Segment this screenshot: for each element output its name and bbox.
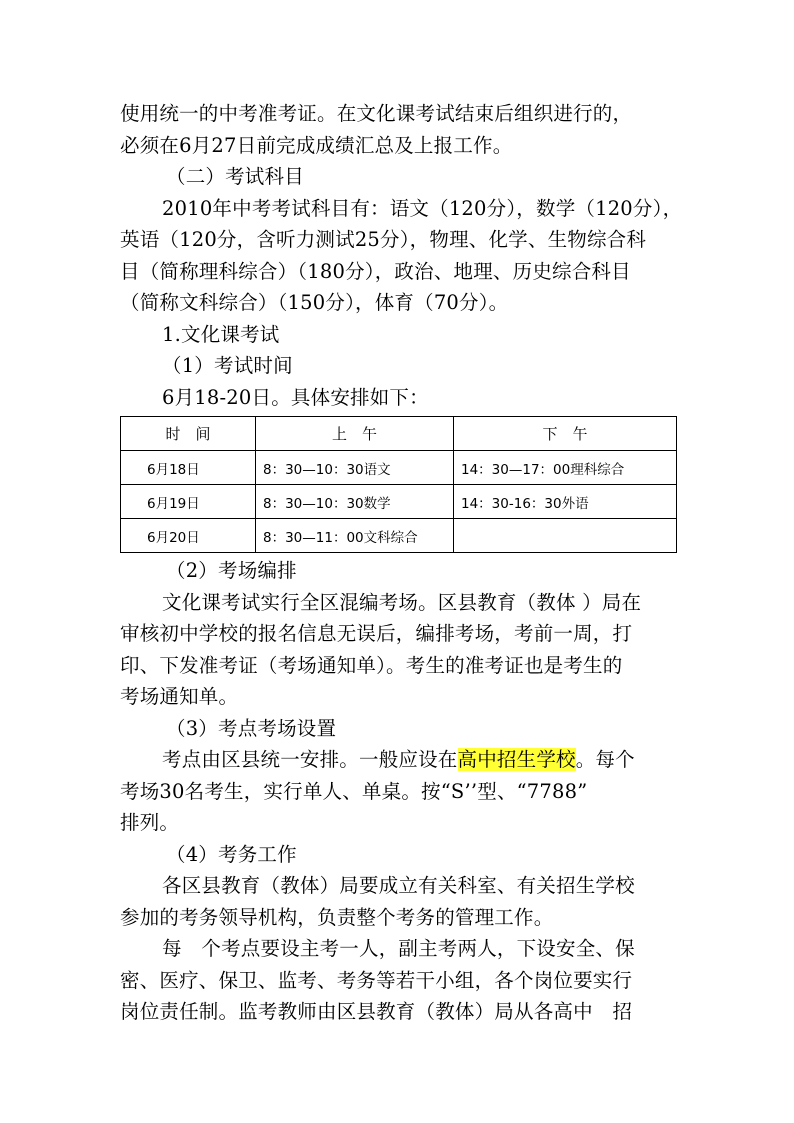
schedule-table xyxy=(120,416,677,553)
section-heading-arrangement: （2）考场编排 xyxy=(166,559,297,582)
paragraph-line: 英语（120分，含听力测试25分），物理、化学、生物综合科 xyxy=(120,228,647,251)
paragraph-line: 考场通知单。 xyxy=(120,685,239,708)
paragraph-line: 印、下发准考证（考场通知单）。考生的准考证也是考生的 xyxy=(120,653,623,677)
header-morning: 上 午 xyxy=(256,417,454,451)
table-row xyxy=(121,451,677,485)
paragraph-line: （简称文科综合）（150分），体育（70分）。 xyxy=(120,291,509,314)
paragraph-line: 审核初中学校的报名信息无误后，编排考场，考前一周，打 xyxy=(120,622,633,645)
table-header-row xyxy=(121,417,677,451)
cell-date: 6月20日 xyxy=(121,519,256,553)
cell-afternoon: 14：30-16：30外语 xyxy=(454,485,677,519)
paragraph-line: 使用统一的中考准考证。在文化课考试结束后组织进行的， xyxy=(120,102,633,125)
paragraph-line: 必须在6月27日前完成成绩汇总及上报工作。 xyxy=(120,133,513,157)
section-heading-subjects: （二）考试科目 xyxy=(166,165,304,188)
section-heading-exam-time: （1）考试时间 xyxy=(162,354,293,377)
table-row xyxy=(121,485,677,519)
paragraph-line xyxy=(120,744,680,776)
cell-afternoon xyxy=(454,519,677,553)
paragraph-line: 排列。 xyxy=(120,811,180,834)
paragraph-line: 考场30名考生，实行单人、单桌。按“S’’型、“7788” xyxy=(120,779,588,803)
text-span: 。每个 xyxy=(575,748,635,771)
paragraph-line: 各区县教育（教体）局要成立有关科室、有关招生学校 xyxy=(162,874,635,897)
paragraph-line: 文化课考试实行全区混编考场。区县教育（教体 ）局在 xyxy=(162,590,642,614)
highlighted-text: 高中招生学校 xyxy=(457,748,576,771)
section-heading-affairs: （4）考务工作 xyxy=(166,842,297,866)
paragraph-line: 目（简称理科综合）（180分），政治、地理、历史综合科目 xyxy=(120,259,631,283)
paragraph-line: 2010年中考考试科目有：语文（120分），数学（120分）， xyxy=(162,196,683,220)
text-span: 考点由区县统一安排。一般应设在 xyxy=(162,748,458,771)
cell-date: 6月19日 xyxy=(121,485,256,519)
cell-morning: 8：30—10：30数学 xyxy=(256,485,454,519)
cell-date: 6月18日 xyxy=(121,451,256,485)
paragraph-line: 密、医疗、保卫、监考、考务等若干小组，各个岗位要实行 xyxy=(120,968,633,992)
cell-morning: 8：30—10：30语文 xyxy=(256,451,454,485)
table-row xyxy=(121,519,677,553)
section-heading-venue: （3）考点考场设置 xyxy=(166,716,337,740)
header-time: 时 间 xyxy=(121,417,256,451)
paragraph-line: 每 个考点要设主考一人，副主考两人，下设安全、保 xyxy=(162,937,635,960)
section-heading-culture-exam: 1.文化课考试 xyxy=(162,322,280,346)
cell-morning: 8：30—11：00文科综合 xyxy=(256,519,454,553)
document-page xyxy=(120,98,683,1028)
paragraph-line: 岗位责任制。监考教师由区县教育（教体）局从各高中 招 xyxy=(120,1000,633,1023)
cell-afternoon: 14：30—17：00理科综合 xyxy=(454,451,677,485)
paragraph-line: 参加的考务领导机构，负责整个考务的管理工作。 xyxy=(120,905,554,929)
paragraph-line: 6月18-20日。具体安排如下： xyxy=(162,385,429,409)
header-afternoon: 下 午 xyxy=(454,417,677,451)
